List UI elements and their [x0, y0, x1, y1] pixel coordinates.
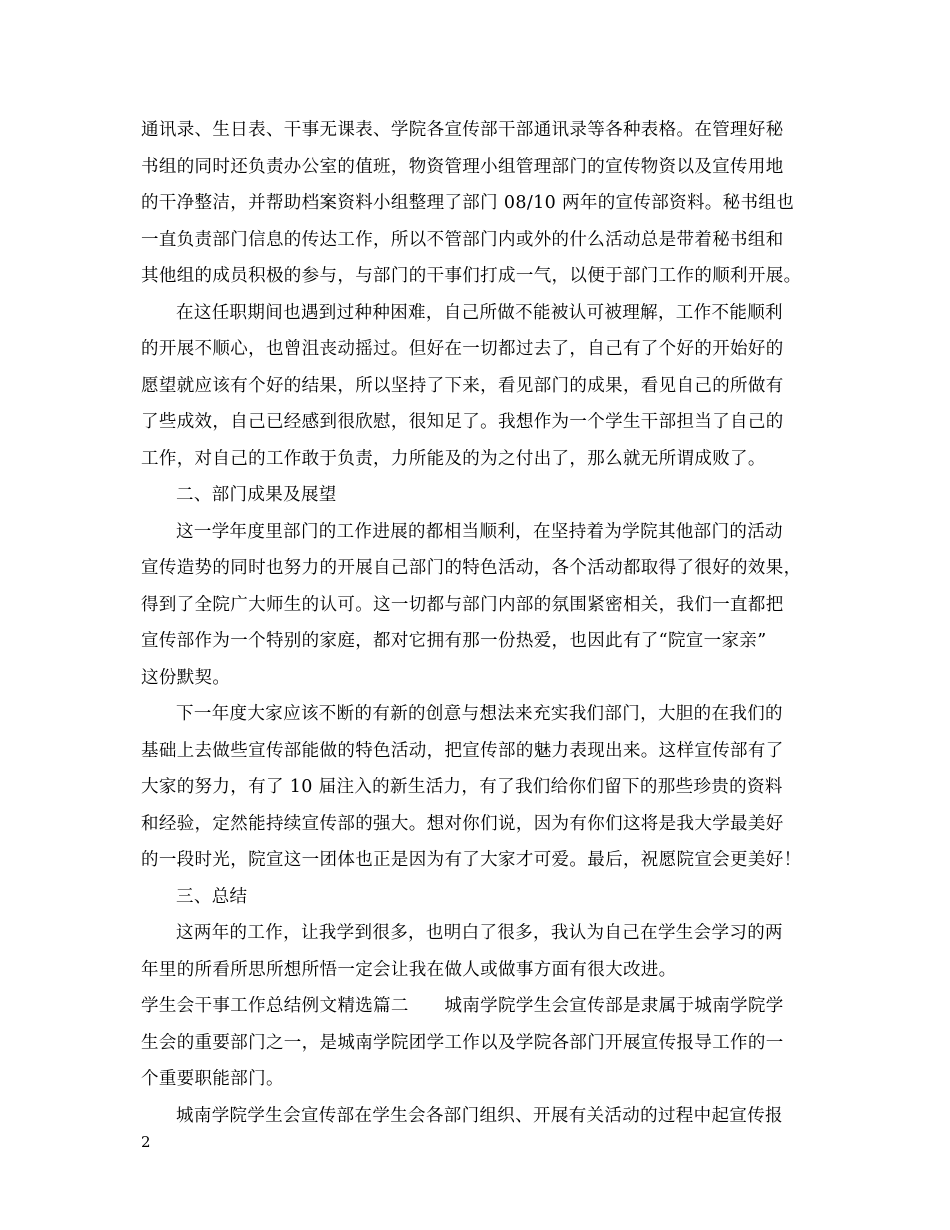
text-line: 工作，对自己的工作敢于负责，力所能及的为之付出了，那么就无所谓成败了。 [141, 448, 766, 469]
text-line: 的开展不顺心，也曾沮丧动摇过。但好在一切都过去了，自己有了个好的开始好的 [141, 339, 784, 359]
text-line: 城南学院学生会宣传部在学生会各部门组织、开展有关活动的过程中起宣传报 [176, 1105, 783, 1126]
text-line: 书组的同时还负责办公室的值班，物资管理小组管理部门的宣传物资以及宣传用地 [141, 156, 784, 177]
text-line: 和经验，定然能持续宣传部的强大。想对你们说，因为有你们这将是我大学最美好 [141, 813, 784, 834]
text-line: 的一段时光，院宣这一团体也正是因为有了大家才可爱。最后，祝愿院宣会更美好！ [141, 850, 802, 870]
text-line: 大家的努力，有了 10 届注入的新生活力，有了我们给你们留下的那些珍贵的资料 [141, 777, 783, 797]
text-line: 一直负责部门信息的传达工作，所以不管部门内或外的什么活动总是带着秘书组和 [141, 229, 784, 250]
text-line: 在这任职期间也遇到过种种困难，自己所做不能被认可被理解，工作不能顺利 [176, 302, 783, 323]
text-line: 通讯录、生日表、干事无课表、学院各宣传部干部通讯录等各种表格。在管理好秘 [141, 120, 784, 140]
text-line: 愿望就应该有个好的结果，所以坚持了下来，看见部门的成果，看见自己的所做有 [141, 375, 784, 396]
text-line: 生会的重要部门之一，是城南学院团学工作以及学院各部门开展宣传报导工作的一 [141, 1032, 784, 1053]
document-body [141, 112, 821, 1134]
text-line: 基础上去做些宣传部能做的特色活动，把宣传部的魅力表现出来。这样宣传部有了 [141, 740, 784, 761]
text-line: 其他组的成员积极的参与，与部门的干事们打成一气，以便于部门工作的顺利开展。 [141, 266, 802, 286]
text-line: 下一年度大家应该不断的有新的创意与想法来充实我们部门，大胆的在我们的 [176, 704, 783, 724]
page-number: 2 [141, 1133, 151, 1151]
text-line: 的干净整洁，并帮助档案资料小组整理了部门 08/10 两年的宣传部资料。秘书组也 [141, 193, 795, 213]
text-line: 宣传造势的同时也努力的开展自己部门的特色活动，各个活动都取得了很好的效果， [141, 558, 802, 578]
text-line: 这两年的工作，让我学到很多，也明白了很多，我认为自己在学生会学习的两 [176, 923, 783, 943]
text-line: 三、总结 [176, 886, 248, 907]
text-line: 个重要职能部门。 [141, 1069, 284, 1089]
text-line: 二、部门成果及展望 [176, 485, 337, 505]
text-line: 这一学年度里部门的工作进展的都相当顺利，在坚持着为学院其他部门的活动 [176, 521, 783, 542]
text-line: 学生会干事工作总结例文精选篇二 城南学院学生会宣传部是隶属于城南学院学 [141, 996, 784, 1016]
text-line: 了些成效，自己已经感到很欣慰，很知足了。我想作为一个学生干部担当了自己的 [141, 412, 784, 432]
text-line: 得到了全院广大师生的认可。这一切都与部门内部的氛围紧密相关，我们一直都把 [141, 594, 784, 615]
text-line: 宣传部作为一个特别的家庭，都对它拥有那一份热爱，也因此有了“院宣一家亲” [141, 631, 767, 651]
text-line: 年里的所看所思所想所悟一定会让我在做人或做事方面有很大改进。 [141, 959, 677, 980]
text-line: 这份默契。 [141, 667, 231, 688]
